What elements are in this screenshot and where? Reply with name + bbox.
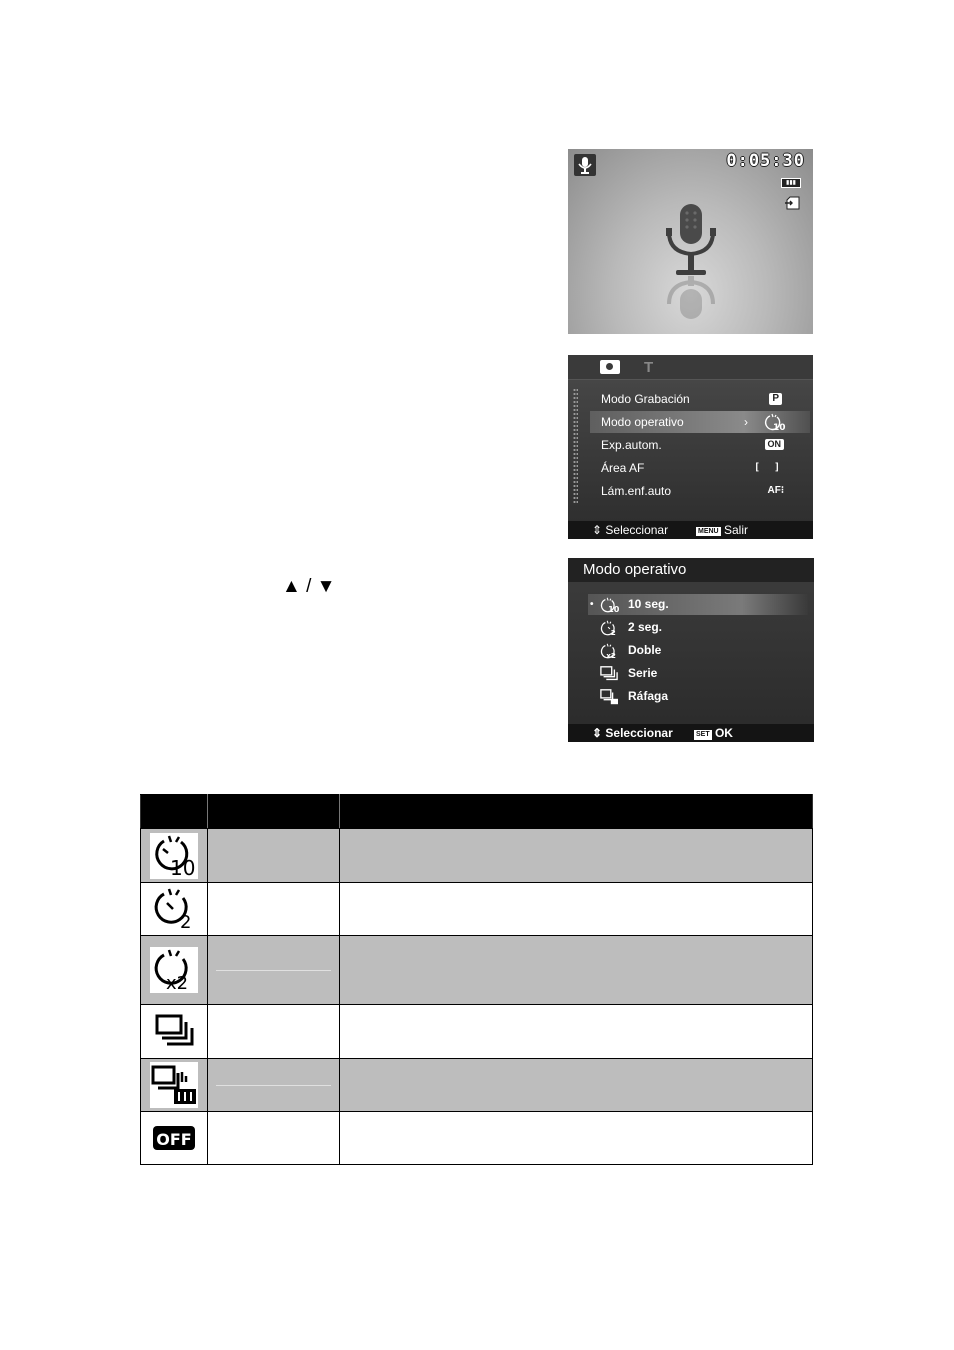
- submenu-item-doble[interactable]: x2 Doble: [588, 640, 808, 661]
- svg-text:10: 10: [608, 604, 620, 615]
- mode-name-cell: [208, 1005, 340, 1059]
- svg-text:10: 10: [773, 423, 786, 433]
- table-row: [141, 1059, 813, 1112]
- double-timer-icon: [150, 947, 198, 993]
- af-area-icon: [ ]: [753, 462, 784, 473]
- svg-text:2: 2: [180, 912, 192, 933]
- header-name-column: [208, 795, 340, 829]
- menu-key-icon: MENU: [698, 528, 719, 535]
- chevron-right-icon: ›: [744, 415, 748, 429]
- microphone-graphic: [663, 204, 719, 329]
- mode-description-cell: [340, 829, 813, 883]
- program-mode-icon: P: [769, 393, 782, 405]
- burst-icon: [600, 688, 618, 706]
- camera-icon[interactable]: [600, 360, 620, 374]
- menu-tab-bar: [568, 355, 813, 380]
- self-timer-10-icon: [600, 596, 618, 614]
- menu-footer: [568, 521, 813, 539]
- memory-card-icon: [785, 196, 801, 210]
- menu-item-lam-enf-auto[interactable]: Lám.enf.auto AF⁝: [590, 480, 810, 502]
- menu-item-exp-autom[interactable]: Exp.autom. ON: [590, 434, 810, 456]
- self-timer-2-icon: [150, 886, 198, 932]
- table-row: [141, 936, 813, 1005]
- mode-name-cell: [208, 1112, 340, 1165]
- submenu-item-serie[interactable]: Serie: [588, 663, 808, 684]
- svg-text:OFF: OFF: [156, 1130, 192, 1149]
- mode-description-cell: [340, 1059, 813, 1112]
- table-row: [141, 883, 813, 936]
- menu-item-modo-operativo[interactable]: Modo operativo › 10: [590, 411, 810, 433]
- mode-description-cell: [340, 883, 813, 936]
- table-row: [141, 829, 813, 883]
- select-hint: ⇕ Seleccionar: [592, 726, 673, 740]
- mode-name-cell: [208, 829, 340, 883]
- exit-hint: MENU Salir: [698, 523, 748, 537]
- table-row: [141, 1112, 813, 1165]
- mode-description-cell: [340, 1005, 813, 1059]
- battery-icon: ▮▮▮: [781, 178, 801, 188]
- continuous-icon: [150, 1009, 198, 1055]
- arrow-keys-hint: ▲ / ▼: [282, 576, 336, 597]
- up-arrow-icon: ▲: [282, 576, 301, 597]
- svg-text:10: 10: [170, 855, 196, 880]
- tools-icon[interactable]: T: [644, 359, 654, 376]
- down-arrow-icon: ▼: [316, 576, 336, 597]
- selected-bullet-icon: •: [590, 599, 594, 610]
- recording-timer: 0:05:30: [726, 151, 805, 171]
- submenu-item-rafaga[interactable]: Ráfaga: [588, 686, 808, 707]
- svg-text:x2: x2: [606, 651, 616, 661]
- submenu-footer: [568, 724, 814, 742]
- microphone-icon: [574, 154, 596, 176]
- ok-hint: SET OK: [696, 726, 733, 740]
- svg-text:x2: x2: [166, 973, 189, 994]
- header-description-column: [340, 795, 813, 829]
- submenu-title: Modo operativo: [568, 558, 814, 582]
- af-lamp-icon: AF⁝: [767, 485, 784, 496]
- table-header: [141, 795, 813, 829]
- drive-mode-table: [140, 794, 813, 1165]
- self-timer-2-icon: [600, 619, 618, 637]
- submenu-item-10-seg[interactable]: • 10 10 seg.: [588, 594, 808, 615]
- mode-name-cell: [208, 1059, 340, 1112]
- table-row: [141, 1005, 813, 1059]
- on-badge: ON: [765, 439, 785, 450]
- mode-description-cell: [340, 936, 813, 1005]
- settings-menu-screen: [568, 355, 813, 539]
- continuous-icon: [600, 665, 618, 683]
- burst-icon: [150, 1062, 198, 1108]
- svg-text:2: 2: [610, 628, 616, 638]
- drive-mode-submenu-screen: [568, 558, 814, 742]
- menu-item-modo-grabacion[interactable]: Modo Grabación P: [590, 388, 810, 410]
- header-icon-column: [141, 795, 208, 829]
- submenu-item-2-seg[interactable]: 2 2 seg.: [588, 617, 808, 638]
- set-key-icon: SET: [696, 731, 710, 738]
- mode-name-cell: [208, 936, 340, 1005]
- off-icon: [150, 1115, 198, 1161]
- select-hint: ⇕ Seleccionar: [592, 523, 669, 537]
- self-timer-10-icon: [150, 833, 198, 879]
- menu-item-area-af[interactable]: Área AF [ ]: [590, 457, 810, 479]
- mode-name-cell: [208, 883, 340, 936]
- voice-recording-screen: [568, 149, 813, 334]
- mode-description-cell: [340, 1112, 813, 1165]
- scroll-indicator: [573, 388, 578, 504]
- double-timer-icon: [600, 642, 618, 660]
